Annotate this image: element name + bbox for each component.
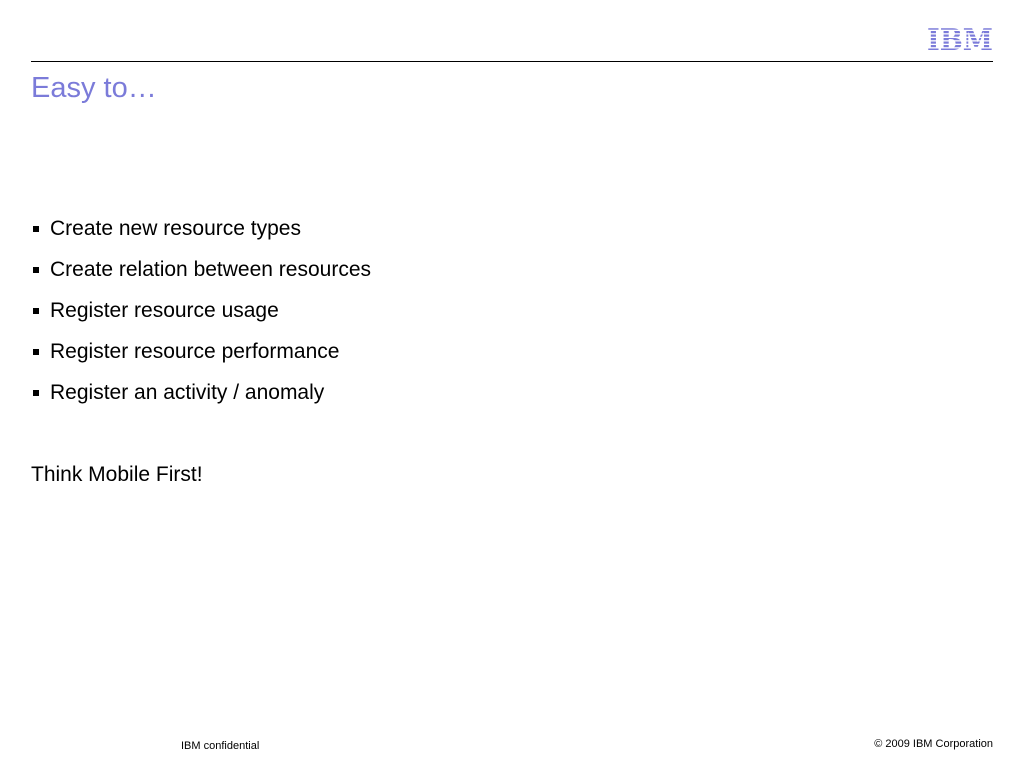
square-bullet-icon — [33, 226, 39, 232]
footer-copyright: © 2009 IBM Corporation — [874, 738, 993, 750]
bullet-text: Register resource performance — [50, 340, 340, 363]
bullet-item — [31, 379, 371, 407]
bullet-text: Create relation between resources — [50, 258, 372, 281]
footer-confidential: IBM confidential — [181, 740, 260, 752]
bullet-text: Register an activity / anomaly — [50, 381, 325, 404]
bullet-text: Register resource usage — [50, 299, 279, 322]
bullet-item — [31, 338, 371, 366]
square-bullet-icon — [33, 267, 39, 273]
square-bullet-icon — [33, 308, 39, 314]
square-bullet-icon — [33, 390, 39, 396]
square-bullet-icon — [33, 349, 39, 355]
bullet-list — [31, 215, 371, 420]
slide-title: Easy to… — [31, 72, 157, 104]
bullet-text: Create new resource types — [50, 217, 301, 240]
header-divider — [31, 61, 993, 62]
bullet-item — [31, 256, 371, 284]
ibm-logo — [926, 24, 994, 52]
bullet-item — [31, 297, 371, 325]
svg-text:IBM: IBM — [927, 24, 993, 52]
closing-statement: Think Mobile First! — [31, 463, 203, 486]
bullet-item — [31, 215, 371, 243]
